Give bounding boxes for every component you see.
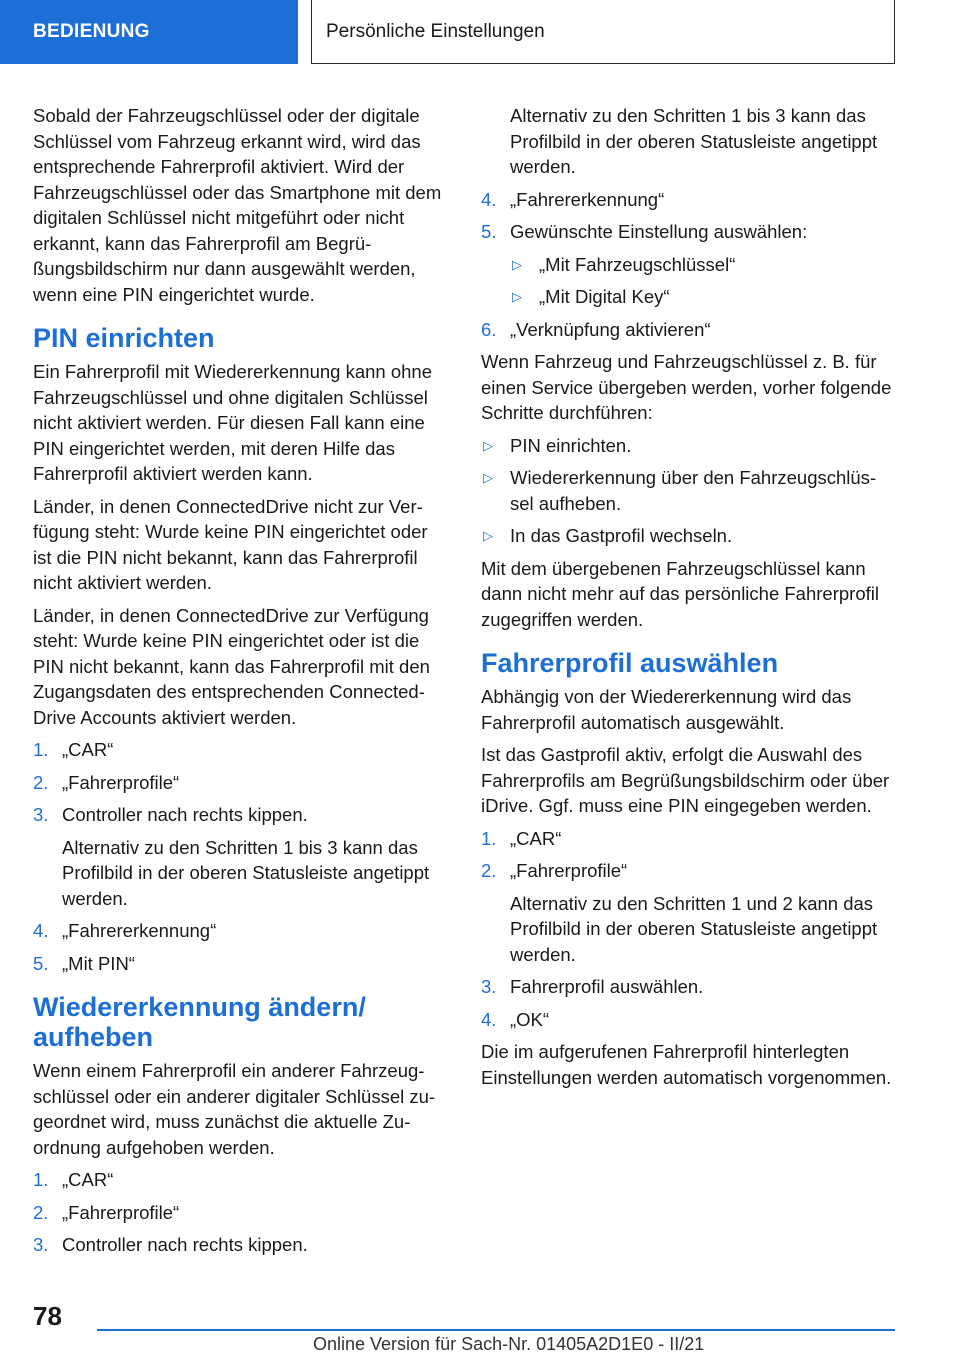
step-number: 5. [481, 221, 497, 242]
step-text: „OK“ [510, 1008, 550, 1030]
option-list [481, 252, 893, 310]
step-number: 5. [33, 952, 49, 974]
paragraph: Ein Fahrerprofil mit Wiedererkennung kann ohne Fahrzeugschlüssel und ohne digitalen Schlüssel nicht aktiviert werden. Für diesen Fall kann eine PIN eingerichtet werden, mit deren Hilfe das Fahrerprofil aktiviert werden kann. [33, 361, 432, 484]
step-list [481, 826, 893, 1033]
step-item [33, 1232, 445, 1258]
step-text: Controller nach rechts kippen. [62, 1234, 308, 1255]
paragraph: Wenn Fahrzeug und Fahrzeugschlüssel z. B. für einen Service übergeben werden, vorher folgende Schritte durchführen: [481, 351, 892, 423]
footer-text: Online Version für Sach-Nr. 01405A2D1E0 - II/21 [313, 1334, 705, 1354]
heading-wiedererkennung: Wiedererkennung ändern/ aufheben [33, 992, 366, 1052]
bullet-item [481, 523, 893, 549]
step-text: Gewünschte Einstellung auswählen: [510, 221, 808, 242]
step-item [481, 187, 893, 213]
triangle-bullet-icon: ▷ [483, 437, 493, 453]
bullet-text: „Mit Digital Key“ [539, 286, 670, 307]
step-text: „Verknüpfung aktivieren“ [510, 318, 711, 340]
bullet-item [481, 433, 893, 459]
step-text: „CAR“ [510, 827, 562, 849]
bullet-text: Wiedererkennung über den Fahrzeugschlüssel aufheben. [510, 467, 877, 514]
step-number: 4. [481, 1008, 497, 1030]
step-item [33, 951, 445, 977]
step-text: „Fahrerprofile“ [62, 771, 180, 793]
triangle-bullet-icon: ▷ [483, 528, 493, 543]
paragraph: Wenn einem Fahrerprofil ein anderer Fahrzeugschlüssel oder ein anderer digitaler Schlüssel zugeordnet wird, muss zunächst die aktuelle Zuordnung aufgehoben werden. [33, 1060, 436, 1158]
step-text: Fahrerprofil auswählen. [510, 976, 704, 997]
intro-paragraph: Sobald der Fahrzeugschlüssel oder der digitale Schlüssel vom Fahrzeug erkannt wird, wird das entsprechende Fahrerprofil aktiviert. Wird der Fahrzeugschlüssel oder das Smartphone mit dem digitalen Schlüssel nicht mitgeführt oder nicht erkannt, kann das Fahrerprofil am Begrüßungsbildschirm nur dann ausgewählt werden, wenn eine PIN eingerichtet wurde. [33, 105, 442, 305]
bullet-item [481, 252, 893, 278]
left-column [33, 103, 445, 1265]
step-text: „CAR“ [62, 1169, 114, 1190]
heading-pin-einrichten: PIN einrichten [33, 323, 215, 353]
step-text: „Mit PIN“ [62, 952, 135, 974]
step-item [481, 1007, 893, 1033]
step-item [481, 826, 893, 852]
step-number: 3. [33, 804, 49, 825]
bullet-item [481, 465, 893, 516]
paragraph: Mit dem übergebenen Fahrzeugschlüssel kann dann nicht mehr auf das persönliche Fahrerprofil zugegriffen werden. [481, 557, 879, 630]
paragraph: Abhängig von der Wiedererkennung wird das Fahrerprofil automatisch ausgewählt. [481, 686, 852, 733]
bullet-text: PIN einrichten. [510, 434, 632, 456]
bullet-list [481, 433, 893, 549]
step-text: „Fahrererkennung“ [510, 188, 665, 210]
step-note: Alternativ zu den Schritten 1 und 2 kann das Profilbild in der oberen Statusleiste angetippt werden. [510, 892, 878, 965]
step-number: 1. [33, 1169, 49, 1190]
step-item [481, 219, 893, 245]
step-note: Alternativ zu den Schritten 1 bis 3 kann das Profilbild in der oberen Statusleiste angetippt werden. [62, 836, 430, 909]
section-tab: BEDIENUNG [0, 0, 298, 64]
step-number: 3. [481, 976, 497, 997]
step-number: 1. [481, 827, 497, 849]
step-number: 2. [481, 860, 497, 881]
step-continuation: Alternativ zu den Schritten 1 bis 3 kann das Profilbild in der oberen Statusleiste angetippt werden. [510, 105, 878, 177]
step-text: „Fahrerprofile“ [62, 1201, 180, 1223]
page-number: 78 [33, 1301, 62, 1331]
step-number: 1. [33, 739, 49, 760]
footer-divider [97, 1329, 895, 1331]
step-list [33, 1167, 445, 1258]
triangle-bullet-icon: ▷ [512, 256, 522, 272]
step-text: „CAR“ [62, 739, 114, 760]
paragraph: Die im aufgerufenen Fahrerprofil hinterlegten Einstellungen werden automatisch vorgenommen. [481, 1041, 892, 1088]
step-number: 4. [33, 920, 49, 941]
step-text: „Fahrererkennung“ [62, 920, 217, 941]
step-item [33, 802, 445, 911]
chapter-title: Persönliche Einstellungen [311, 0, 895, 64]
step-item [33, 1167, 445, 1193]
step-text: „Fahrerprofile“ [510, 860, 628, 881]
step-number: 4. [481, 188, 497, 210]
step-number: 3. [33, 1234, 49, 1255]
step-item [481, 317, 893, 343]
step-number: 2. [33, 1201, 49, 1223]
step-item [481, 858, 893, 967]
bullet-item [481, 284, 893, 310]
paragraph: Ist das Gastprofil aktiv, erfolgt die Auswahl des Fahrerprofils am Begrüßungsbildschirm oder über iDrive. Ggf. muss eine PIN eingegeben werden. [481, 744, 890, 816]
step-item [481, 974, 893, 1000]
step-item [33, 918, 445, 944]
triangle-bullet-icon: ▷ [512, 289, 522, 304]
step-number: 6. [481, 318, 497, 340]
step-item [33, 737, 445, 763]
step-list [481, 317, 893, 343]
step-item [33, 770, 445, 796]
paragraph: Länder, in denen ConnectedDrive nicht zur Verfügung steht: Wurde keine PIN eingerichtet oder ist die PIN nicht bekannt, kann das Fahrerprofil nicht aktiviert werden. [33, 495, 428, 593]
step-number: 2. [33, 771, 49, 793]
step-item [33, 1200, 445, 1226]
paragraph: Länder, in denen ConnectedDrive zur Verfügung steht: Wurde keine PIN eingerichtet oder ist die PIN nicht bekannt, kann das Fahrerprofil mit den Zugangsdaten des entsprechenden ConnectedDrive Accounts aktiviert werden. [33, 604, 430, 728]
bullet-text: In das Gastprofil wechseln. [510, 525, 733, 546]
bullet-text: „Mit Fahrzeugschlüssel“ [539, 253, 736, 275]
triangle-bullet-icon: ▷ [483, 470, 493, 485]
step-list [33, 737, 445, 976]
heading-fahrerprofil-auswaehlen: Fahrerprofil auswählen [481, 648, 779, 678]
step-text: Controller nach rechts kippen. [62, 804, 308, 825]
right-column [481, 103, 893, 1097]
step-list [481, 187, 893, 245]
